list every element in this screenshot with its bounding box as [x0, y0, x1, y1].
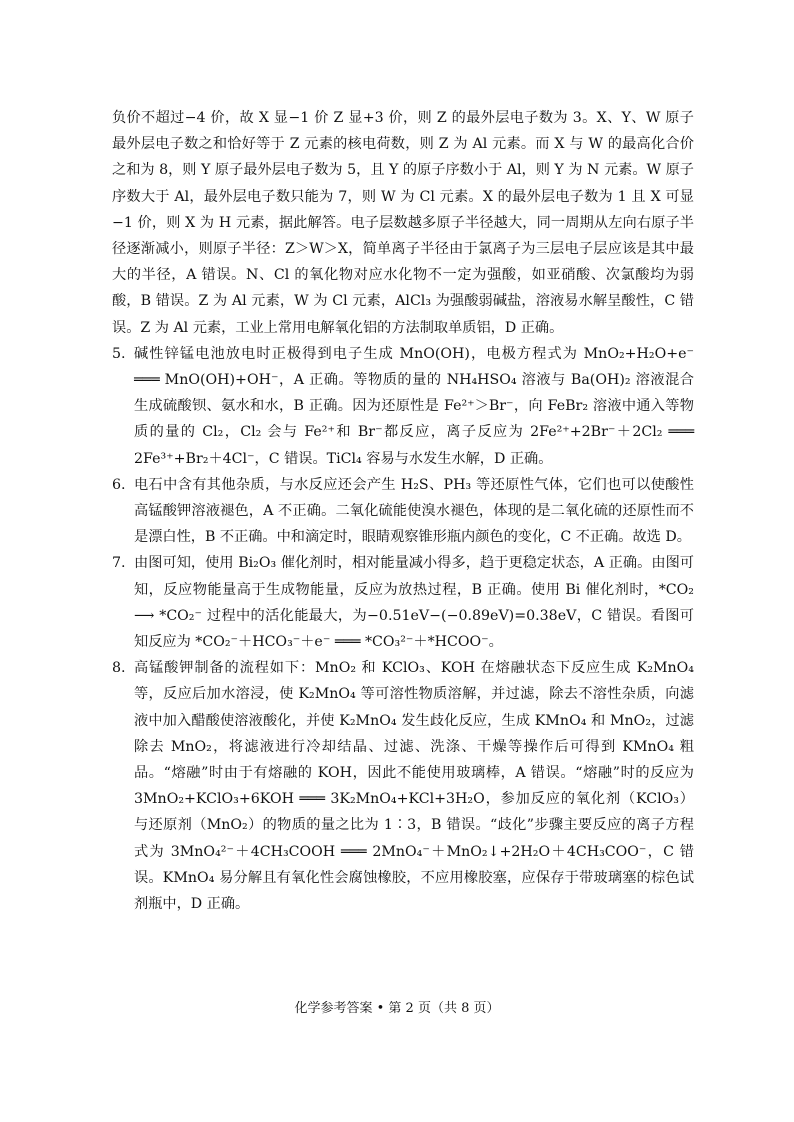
intro-paragraph: 负价不超过−4 价，故 X 显−1 价 Z 显+3 价，则 Z 的最外层电子数为 3。X、Y、W 原子最外层电子数之和恰好等于 Z 元素的核电荷数，则 Z 为 Al 元素。而 X 与 W 的最高化合价之和为 8，则 Y 原子最外层电子数为 5，且 Y 的原子序数小于 Al，则 Y 为 N 元素。W 原子序数大于 Al，最外层电子数只能为 7，则 W 为 Cl 元素。X 的最外层电子数为 1 且 X 可显−1 价，则 X 为 H 元素，据此解答。电子层数越多原子半径越大，同一周期从左向右原子半径逐渐减小，则原子半径：Z＞W＞X，简单离子半径由于氯离子为三层电子层应该是其中最大的半径，A 错误。N、Cl 的氧化物对应水化物不一定为强酸，如亚硝酸、次氯酸均为弱酸，B 错误。Z 为 Al 元素，W 为 Cl 元素，AlCl₃ 为强酸弱碱盐，溶液易水解呈酸性，C 错误。Z 为 Al 元素，工业上常用电解氧化铝的方法制取单质铝，D 正确。: [112, 110, 694, 336]
item-text: 由图可知，使用 Bi₂O₃ 催化剂时，相对能量减小得多，趋于更稳定状态，A 正确。由图可知，反应物能量高于生成物能量，反应为放热过程，B 正确。使用 Bi 催化剂时，*CO₂ ⟶ *CO₂⁻ 过程中的活化能最大，为−0.51eV−(−0.89eV)=0.38eV，C 错误。看图可知反应为 *CO₂⁻＋HCO₃⁻＋e⁻ ═══ *CO₃²⁻＋*HCOO⁻。: [134, 555, 694, 651]
page-footer: 化学参考答案 • 第 2 页（共 8 页）: [294, 1001, 500, 1016]
item-text: 高锰酸钾制备的流程如下：MnO₂ 和 KClO₃、KOH 在熔融状态下反应生成 K₂MnO₄ 等，反应后加水溶浸，使 K₂MnO₄ 等可溶性物质溶解，并过滤，除去不溶性杂质，向滤液中加入醋酸使溶液酸化，并使 K₂MnO₄ 发生歧化反应，生成 KMnO₄ 和 MnO₂，过滤除去 MnO₂，将滤液进行冷却结晶、过滤、洗涤、干燥等操作后可得到 KMnO₄ 粗品。“熔融”时由于有熔融的 KOH，因此不能使用玻璃棒，A 错误。“熔融”时的反应为 3MnO₂+KClO₃+6KOH ═══ 3K₂MnO₄+KCl+3H₂O，参加反应的氧化剂（KClO₃）与还原剂（MnO₂）的物质的量之比为 1∶3，B 错误。“歧化”步骤主要反应的离子方程式为 3MnO₄²⁻＋4CH₃COOH ═══ 2MnO₄⁻＋MnO₂↓+2H₂O＋4CH₃COO⁻，C 错误。KMnO₄ 易分解且有氧化性会腐蚀橡胶，不应用橡胶塞，应保存于带玻璃塞的棕色试剂瓶中，D 正确。: [134, 660, 694, 913]
item-number: 5.: [112, 345, 126, 362]
answer-item-7: [112, 550, 694, 655]
answer-body: [112, 105, 694, 917]
item-number: 6.: [112, 476, 126, 493]
item-text: 电石中含有其他杂质，与水反应还会产生 H₂S、PH₃ 等还原性气体，它们也可以使酸性高锰酸钾溶液褪色，A 不正确。二氧化硫能使溴水褪色，体现的是二氧化硫的还原性而不是漂白性，B 不正确。中和滴定时，眼睛观察锥形瓶内颜色的变化，C 不正确。故选 D。: [134, 476, 694, 546]
answer-item-6: [112, 472, 694, 551]
item-number: 8.: [112, 660, 126, 677]
item-number: 7.: [112, 555, 126, 572]
answer-item-8: [112, 655, 694, 917]
answer-item-5: [112, 341, 694, 472]
item-text: 碱性锌锰电池放电时正极得到电子生成 MnO(OH)，电极方程式为 MnO₂+H₂O+e⁻ ═══ MnO(OH)+OH⁻，A 正确。等物质的量的 NH₄HSO₄ 溶液与 Ba(OH)₂ 溶液混合生成硫酸钡、氨水和水，B 正确。因为还原性是 Fe²⁺＞Br⁻，向 FeBr₂ 溶液中通入等物质的量的 Cl₂，Cl₂ 会与 Fe²⁺和 Br⁻都反应，离子反应为 2Fe²⁺+2Br⁻＋2Cl₂ ═══ 2Fe³⁺+Br₂＋4Cl⁻，C 错误。TiCl₄ 容易与水发生水解，D 正确。: [134, 345, 694, 467]
